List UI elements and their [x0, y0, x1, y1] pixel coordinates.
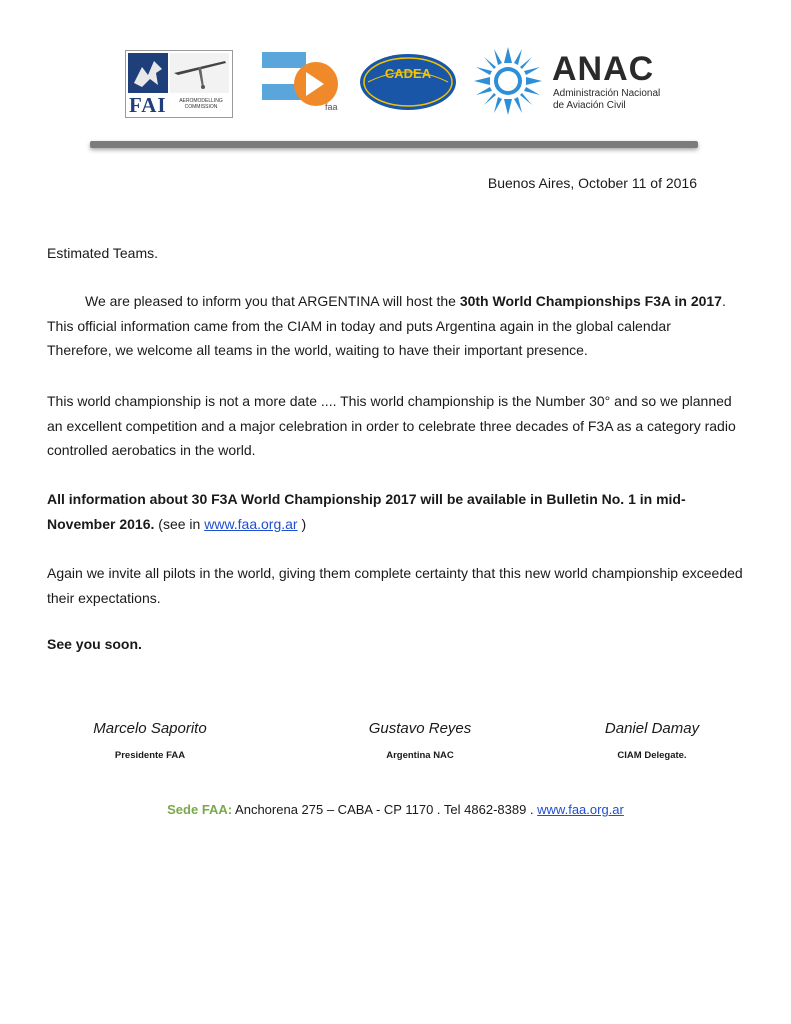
paragraph-invitation: Again we invite all pilots in the world, giving them complete certainty that this new world championship exceeded their expectations. [47, 565, 743, 606]
anac-logo-subtitle [553, 88, 660, 112]
p1-line2: This official information came from the CIAM in today and puts Argentina again in the global calendar [47, 317, 671, 334]
glider-icon [170, 53, 229, 93]
faa-website-link[interactable]: www.faa.org.ar [204, 515, 298, 532]
paragraph-announcement [47, 289, 747, 363]
anac-logo-line2: de Aviación Civil [553, 100, 626, 111]
p3-end: ) [297, 515, 307, 532]
p3-bold: All information about 30 F3A World Championship 2017 will be available in Bulletin No. 1 in mid-November 2016. [47, 491, 686, 532]
p3-middle: (see in [154, 515, 205, 532]
anac-sun-icon [472, 45, 544, 117]
footer-website-link[interactable]: www.faa.org.ar [537, 802, 624, 817]
signature-name-3: Daniel Damay [604, 720, 700, 737]
faa-logo [262, 52, 340, 116]
fai-logo [125, 50, 233, 118]
p1-bold: 30th World Championships F3A in 2017 [459, 293, 722, 309]
signature-role-2: Argentina NAC [386, 750, 454, 761]
letter-date: Buenos Aires, October 11 of 2016 [487, 175, 697, 191]
faa-logo-text: faa [325, 102, 338, 112]
p1-before: We are pleased to inform you that ARGENTINA will host the [85, 293, 460, 309]
p1-line3: Therefore, we welcome all teams in the world, waiting to have their important presence. [47, 342, 588, 358]
paragraph-championship: This world championship is not a more date .... This world championship is the Number 30° and so we planned an excellent competition and a major celebration in order to celebrate three decades of F3A as a category radio controlled aerobatics in the world. [47, 393, 736, 458]
letter-closing: See you soon. [47, 636, 142, 652]
signature-role-1: Presidente FAA [114, 750, 186, 761]
cadea-logo-text: CADEA [384, 66, 432, 81]
letter-greeting: Estimated Teams. [47, 245, 159, 261]
anac-logo-line1: Administración Nacional [553, 88, 661, 99]
anac-logo-title: ANAC [552, 50, 655, 88]
letter-footer [0, 802, 791, 817]
signature-name-1: Marcelo Saporito [93, 720, 207, 737]
fai-logo-subtitle: AEROMODELLING COMMISSION [179, 98, 223, 110]
cadea-logo [358, 52, 458, 112]
signature-role-3: CIAM Delegate. [617, 750, 687, 761]
header-divider [90, 141, 698, 148]
paragraph-bulletin [47, 487, 747, 536]
footer-address: Anchorena 275 – CABA - CP 1170 . Tel 4862-8389 . [232, 802, 538, 817]
fai-logo-text: FAI [129, 93, 167, 117]
signature-name-2: Gustavo Reyes [368, 720, 472, 737]
p1-after: . [721, 293, 726, 309]
footer-label: Sede FAA: [167, 802, 233, 817]
eagle-icon [128, 53, 168, 93]
